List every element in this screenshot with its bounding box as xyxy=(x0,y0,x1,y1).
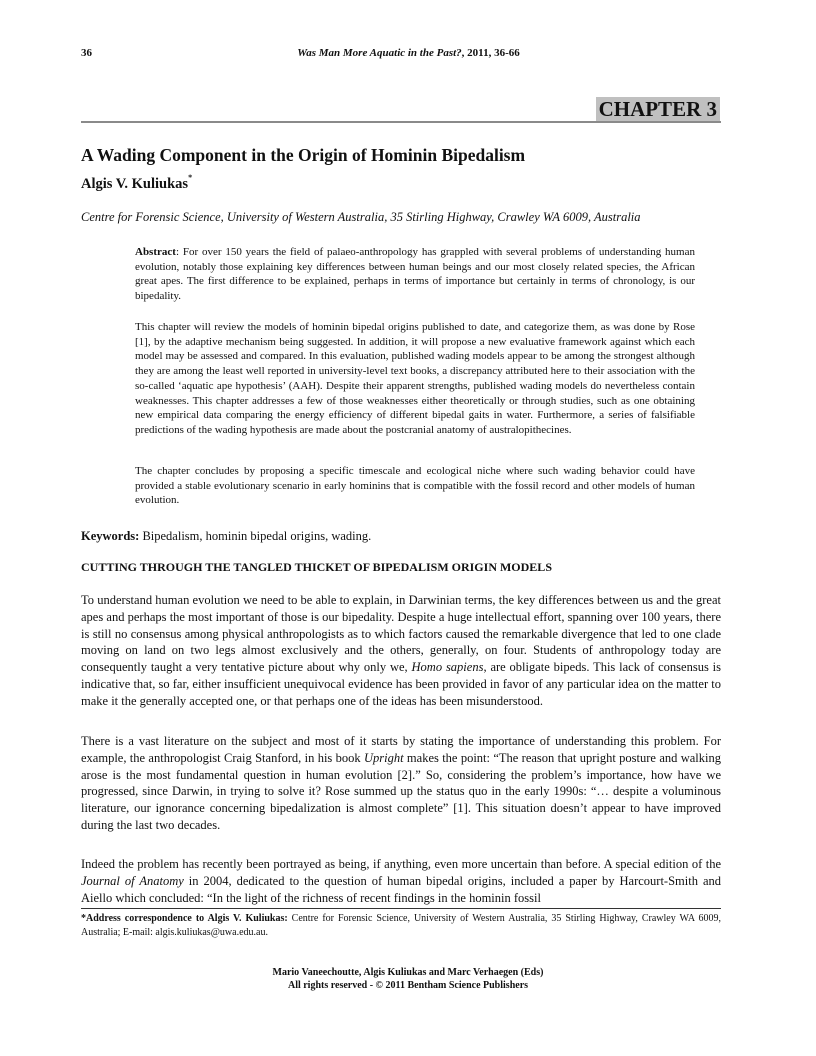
journal-title: Was Man More Aquatic in the Past? xyxy=(297,47,462,59)
body-paragraph-1 xyxy=(81,592,721,710)
copyright-line: All rights reserved - © 2011 Bentham Science Publishers xyxy=(287,980,529,991)
body-text: , are obligate bipeds. This lack of consensus is indicative that, so far, either insufficient unequivocal evidence has been provided in favor of any particular idea on the matter to make it the generally accepted one, or that perhaps one of the ideas has been misunderstood. xyxy=(81,660,721,708)
abstract-text-1: : For over 150 years the field of palaeo-anthropology has grappled with several problems of understanding human evolution, notably those explaining key differences between human beings and our most closely related species, the African great apes. The first difference to be explained, perhaps in terms of importance but certainly in terms of chronology, is our bipedality. xyxy=(135,246,695,303)
chapter-divider xyxy=(81,121,721,123)
species-name: Homo sapiens xyxy=(411,660,484,675)
body-text: in 2004, dedicated to the question of human bipedal origins, included a paper by Harcourt-Smith and Aiello which concluded: “In the light of the richness of recent findings in the hominin fossil xyxy=(81,873,721,905)
section-heading: CUTTING THROUGH THE TANGLED THICKET OF BIPEDALISM ORIGIN MODELS xyxy=(81,560,552,574)
page-number: 36 xyxy=(81,47,92,59)
keywords-label: Keywords: xyxy=(81,529,140,543)
book-title: Upright xyxy=(363,750,404,765)
editors-line: Mario Vaneechoutte, Algis Kuliukas and Marc Verhaegen (Eds) xyxy=(272,967,544,978)
body-text: There is a vast literature on the subject and most of it starts by stating the importance of understanding this problem. For example, the anthropologist Craig Stanford, in his book xyxy=(81,734,721,765)
body-text: Indeed the problem has recently been portrayed as being, if anything, even more uncertain than before. A special edition of the xyxy=(81,857,721,871)
abstract-label: Abstract xyxy=(135,246,176,258)
keywords-text: Bipedalism, hominin bipedal origins, wading. xyxy=(139,529,372,543)
abstract-paragraph-2: This chapter will review the models of hominin bipedal origins published to date, and categorize them, as was done by Rose [1], by the adaptive mechanism being suggested. In addition, it will propose a new evaluative framework against which each model may be assessed and compared. In this evaluation, published wading models appear to be among the strongest although they are among the least well reported in university-level text books, a discrepancy attributed here to their association with the so-called ‘aquatic ape hypothesis’ (AAH). Despite their apparent strengths, published wading models do nevertheless contain weaknesses. This chapter addresses a few of those weaknesses either theoretically or through studies, such as one obtaining new empirical data comparing the energy efficiency of different bipedal gaits in water. Furthermore, a series of falsifiable predictions of the wading hypothesis are made about the postcranial anatomy of australopithecines. xyxy=(135,321,695,436)
journal-name: Journal of Anatomy xyxy=(81,873,184,888)
journal-issue: , 2011, 36-66 xyxy=(461,47,520,59)
journal-citation xyxy=(81,47,736,59)
keywords xyxy=(81,529,371,544)
footnote-divider xyxy=(81,908,721,909)
page-title: A Wading Component in the Origin of Hominin Bipedalism xyxy=(81,145,526,165)
abstract-paragraph-3: The chapter concludes by proposing a specific timescale and ecological niche where such wading behavior could have provided a stable evolutionary scenario in early hominins that is compatible with the fossil record and other models of human evolution. xyxy=(135,465,695,507)
footnote xyxy=(81,912,721,939)
author-name: Algis V. Kuliukas xyxy=(81,175,189,192)
body-paragraph-3 xyxy=(81,856,721,906)
affiliation: Centre for Forensic Science, University of Western Australia, 35 Stirling Highway, Crawley WA 6009, Australia xyxy=(81,210,641,224)
footnote-label: *Address correspondence to Algis V. Kuliukas: xyxy=(81,913,288,924)
body-text: To understand human evolution we need to be able to explain, in Darwinian terms, the key differences between us and the great apes and perhaps the most important of those is our bipedality. Despite a huge intellectual effort, spanning over 100 years, there is still no consensus among physical anthropologists as to which factors caused the remarkable divergence that led to one clade moving on land on two legs almost exclusively and the others, generally, on four. Students of anthropology today are consequently taught a very tentative picture about why only we, xyxy=(81,593,721,675)
chapter-label: CHAPTER 3 xyxy=(596,97,720,121)
author xyxy=(81,175,192,193)
footnote-text: Centre for Forensic Science, University of Western Australia, 35 Stirling Highway, Crawley WA 6009, Australia; E-mail: algis.kuliukas@uwa.edu.au. xyxy=(81,913,721,938)
publisher-info xyxy=(0,966,816,992)
body-text: makes the point: “The reason that upright posture and walking arose is the most fundamental question in human evolution [2].” So, considering the problem’s importance, how have we progressed, since Darwin, in trying to solve it? Rose summed up the status quo in the early 1990s: “… despite a voluminous literature, our ignorance concerning bipedalization is almost complete” [1]. This situation doesn’t appear to have improved during the last two decades. xyxy=(81,750,721,832)
abstract-paragraph-1 xyxy=(135,245,695,304)
author-footnote-marker[interactable]: * xyxy=(188,173,193,182)
body-paragraph-2 xyxy=(81,733,721,834)
